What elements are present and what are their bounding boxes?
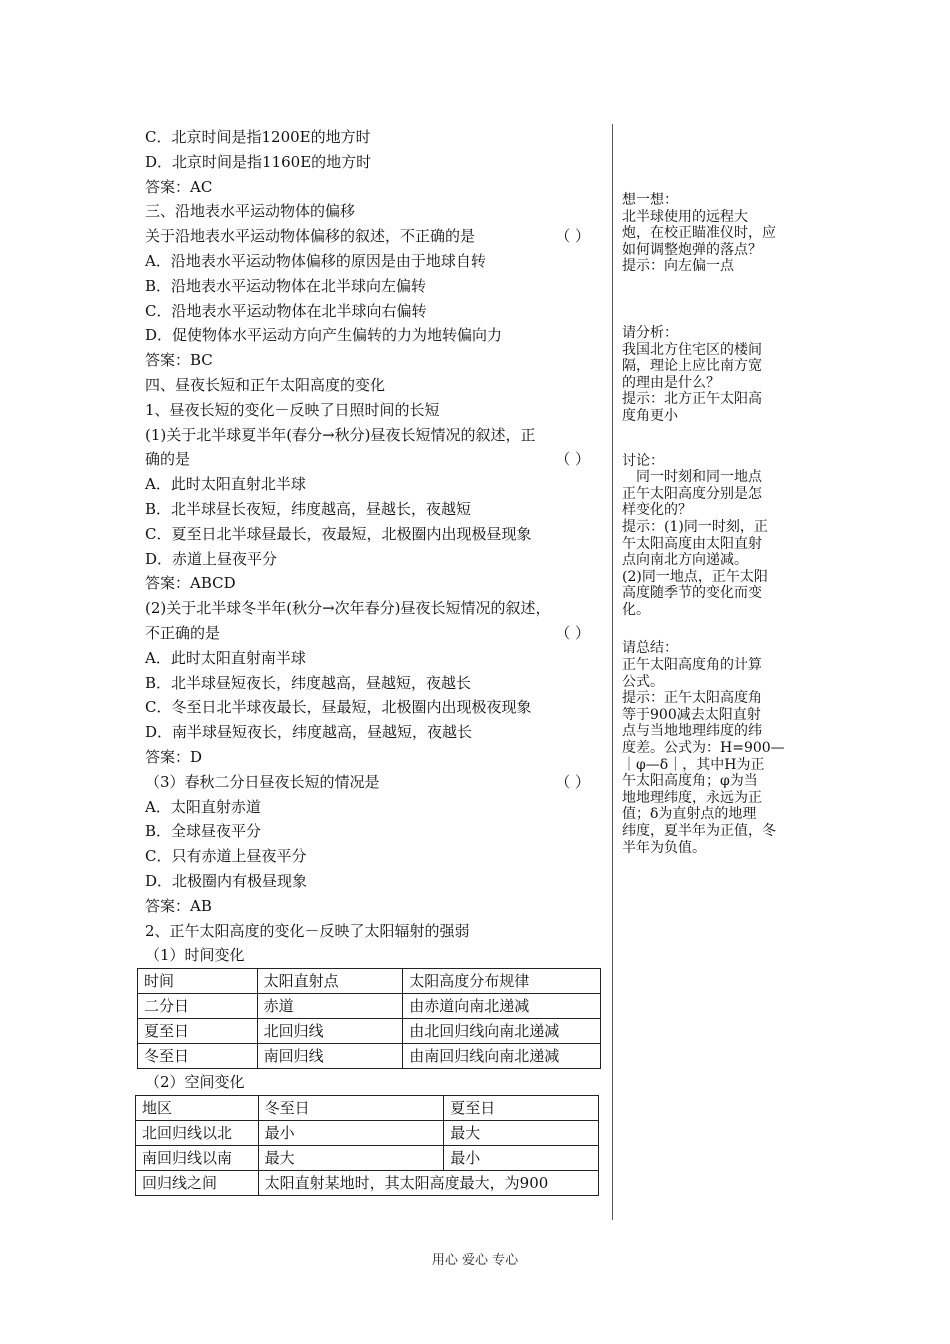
line-text: C．北京时间是指1200E的地方时 bbox=[145, 128, 371, 146]
time-change-table bbox=[137, 968, 601, 1069]
line-text: B．北半球昼长夜短，纬度越高，昼越长，夜越短 bbox=[145, 499, 472, 518]
table-cell: 最小 bbox=[258, 1120, 444, 1145]
text-line bbox=[145, 274, 600, 299]
note-line: (2)同一地点，正午太阳 bbox=[622, 568, 768, 585]
line-text: 确的是 bbox=[145, 450, 191, 469]
table-cell: 夏至日 bbox=[138, 1019, 258, 1044]
note-line: 点向南北方向递减。 bbox=[622, 552, 748, 569]
note-line: 高度随季节的变化而变 bbox=[622, 585, 762, 602]
text-line bbox=[145, 224, 600, 249]
note-line: 纬度，夏半年为正值，冬 bbox=[622, 823, 776, 839]
line-text: D．南半球昼短夜长，纬度越高，昼越短，夜越长 bbox=[145, 723, 473, 742]
margin-note bbox=[622, 192, 802, 275]
table-cell: 北回归线 bbox=[257, 1019, 403, 1044]
table-cell: 南回归线以南 bbox=[136, 1145, 259, 1170]
line-text: 答案：ABCD bbox=[145, 574, 236, 593]
note-line: 隔，理论上应比南方宽 bbox=[622, 358, 762, 375]
table-cell: 最大 bbox=[258, 1145, 444, 1170]
line-text: 三、沿地表水平运动物体的偏移 bbox=[145, 202, 356, 221]
space-change-table bbox=[135, 1095, 599, 1196]
line-text: A．沿地表水平运动物体偏移的原因是由于地球自转 bbox=[145, 251, 486, 270]
note-line: 正午太阳高度分别是怎 bbox=[622, 485, 762, 502]
table-cell: 由赤道向南北递减 bbox=[403, 994, 601, 1019]
table-cell: 太阳直射点 bbox=[257, 969, 403, 994]
main-column bbox=[142, 125, 600, 1196]
line-text: B．北半球昼短夜长，纬度越高，昼越短，夜越长 bbox=[145, 673, 472, 692]
text-line bbox=[145, 249, 600, 274]
text-line bbox=[145, 348, 600, 373]
text-line bbox=[145, 770, 600, 795]
note-line: 提示：向左偏一点 bbox=[622, 258, 734, 275]
text-line bbox=[145, 398, 600, 423]
line-text: 答案：BC bbox=[145, 351, 213, 370]
note-line: 正午太阳高度角的计算 bbox=[622, 657, 762, 674]
line-text: D．北极圈内有极昼现象 bbox=[145, 871, 308, 890]
table-row bbox=[138, 1044, 601, 1069]
note-line: 炮，在校正瞄准仪时，应 bbox=[622, 225, 776, 242]
text-line bbox=[145, 571, 600, 596]
text-line bbox=[145, 522, 600, 547]
note-line: 提示：北方正午太阳高 bbox=[622, 391, 762, 408]
note-line: 提示：正午太阳高度角 bbox=[622, 690, 762, 707]
text-line bbox=[145, 299, 600, 324]
text-line bbox=[145, 150, 600, 175]
text-line bbox=[145, 423, 600, 448]
note-line: 等于900减去太阳直射 bbox=[622, 706, 761, 723]
table-cell: 地区 bbox=[136, 1095, 259, 1120]
text-line bbox=[145, 621, 600, 646]
table-row bbox=[136, 1145, 599, 1170]
note-line: 提示：(1)同一时刻，正 bbox=[622, 518, 768, 535]
question-text bbox=[145, 125, 600, 943]
text-line bbox=[145, 323, 600, 348]
line-text: (2)关于北半球冬半年(秋分→次年春分)昼夜长短情况的叙述， bbox=[145, 599, 551, 618]
line-text: 关于沿地表水平运动物体偏移的叙述，不正确的是 bbox=[145, 227, 476, 246]
text-line bbox=[145, 869, 600, 894]
table2-caption: （2）空间变化 bbox=[145, 1073, 245, 1092]
note-line: 地地理纬度，永远为正 bbox=[622, 789, 762, 806]
table-cell: 由南回归线向南北递减 bbox=[403, 1044, 601, 1069]
text-line bbox=[145, 199, 600, 224]
table-cell: 冬至日 bbox=[258, 1095, 444, 1120]
text-line bbox=[145, 695, 600, 720]
column-divider bbox=[612, 124, 613, 1220]
table-cell: 时间 bbox=[138, 969, 258, 994]
text-line bbox=[145, 373, 600, 398]
text-line bbox=[145, 844, 600, 869]
answer-bracket: （ ） bbox=[555, 623, 590, 642]
text-line bbox=[145, 919, 600, 944]
note-line: 请总结： bbox=[622, 640, 678, 657]
note-line: 度角更小 bbox=[622, 407, 678, 424]
table-cell: 夏至日 bbox=[444, 1095, 599, 1120]
table-row bbox=[136, 1095, 599, 1120]
note-line: 点与当地地理纬度的纬 bbox=[622, 723, 762, 740]
note-line: 同一时刻和同一地点 bbox=[622, 469, 762, 486]
line-text: 四、昼夜长短和正午太阳高度的变化 bbox=[145, 375, 386, 394]
note-line: 度差。公式为：H=900— bbox=[622, 740, 785, 757]
line-text: D．北京时间是指1160E的地方时 bbox=[145, 152, 372, 171]
text-line bbox=[145, 720, 600, 745]
text-line bbox=[145, 596, 600, 621]
answer-bracket: （ ） bbox=[555, 227, 590, 246]
note-line: 的理由是什么？ bbox=[622, 374, 720, 391]
text-line bbox=[145, 175, 600, 200]
note-line: 化。 bbox=[622, 601, 650, 618]
text-line bbox=[145, 447, 600, 472]
margin-note bbox=[622, 640, 802, 856]
note-line: 想一想： bbox=[622, 192, 678, 208]
table-cell: 太阳高度分布规律 bbox=[403, 969, 601, 994]
table-cell: 最大 bbox=[444, 1120, 599, 1145]
text-line bbox=[145, 125, 600, 150]
line-text: 2、正午太阳高度的变化－反映了太阳辐射的强弱 bbox=[145, 921, 470, 940]
text-line bbox=[145, 745, 600, 770]
note-line: 如何调整炮弹的落点？ bbox=[622, 241, 762, 258]
line-text: C．只有赤道上昼夜平分 bbox=[145, 847, 307, 866]
note-line: 公式。 bbox=[622, 673, 664, 690]
text-line bbox=[145, 646, 600, 671]
table-row bbox=[138, 994, 601, 1019]
line-text: （3）春秋二分日昼夜长短的情况是 bbox=[145, 772, 380, 791]
line-text: A．太阳直射赤道 bbox=[145, 797, 261, 816]
text-line bbox=[145, 819, 600, 844]
note-line: 值；δ为直射点的地理 bbox=[622, 806, 757, 823]
table-cell: 最小 bbox=[444, 1145, 599, 1170]
line-text: 答案：D bbox=[145, 747, 203, 766]
note-line: ｜φ—δ｜，其中H为正 bbox=[622, 756, 765, 773]
table-row bbox=[136, 1170, 599, 1195]
line-text: (1)关于北半球夏半年(春分→秋分)昼夜长短情况的叙述，正 bbox=[145, 425, 536, 444]
line-text: 不正确的是 bbox=[145, 623, 221, 642]
note-line: 午太阳高度角；φ为当 bbox=[622, 773, 758, 790]
table-cell: 赤道 bbox=[257, 994, 403, 1019]
answer-bracket: （ ） bbox=[555, 450, 590, 469]
table-cell: 太阳直射某地时，其太阳高度最大，为900 bbox=[258, 1170, 598, 1195]
note-line: 讨论： bbox=[622, 452, 664, 469]
table-row bbox=[136, 1120, 599, 1145]
answer-bracket: （ ） bbox=[555, 772, 590, 791]
text-line bbox=[145, 671, 600, 696]
table-cell: 由北回归线向南北递减 bbox=[403, 1019, 601, 1044]
table-cell: 冬至日 bbox=[138, 1044, 258, 1069]
line-text: C．冬至日北半球夜最长，昼最短，北极圈内出现极夜现象 bbox=[145, 698, 532, 717]
line-text: 答案：AC bbox=[145, 177, 213, 196]
margin-note bbox=[622, 453, 802, 619]
table-cell: 北回归线以北 bbox=[136, 1120, 259, 1145]
line-text: 1、昼夜长短的变化－反映了日照时间的长短 bbox=[145, 400, 440, 419]
note-line: 请分析： bbox=[622, 324, 678, 341]
line-text: A．此时太阳直射南半球 bbox=[145, 648, 306, 667]
table1-caption: （1）时间变化 bbox=[145, 946, 245, 965]
line-text: A．此时太阳直射北半球 bbox=[145, 475, 306, 494]
note-line: 半年为负值。 bbox=[622, 839, 706, 856]
text-line bbox=[145, 795, 600, 820]
line-text: D．赤道上昼夜平分 bbox=[145, 549, 278, 568]
line-text: B．全球昼夜平分 bbox=[145, 822, 262, 841]
note-line: 样变化的？ bbox=[622, 502, 692, 519]
line-text: C．夏至日北半球昼最长，夜最短，北极圈内出现极昼现象 bbox=[145, 524, 532, 543]
table-row bbox=[138, 969, 601, 994]
note-line: 午太阳高度由太阳直射 bbox=[622, 535, 762, 552]
table-cell: 南回归线 bbox=[257, 1044, 403, 1069]
text-line bbox=[145, 497, 600, 522]
table-row bbox=[138, 1019, 601, 1044]
line-text: C．沿地表水平运动物体在北半球向右偏转 bbox=[145, 301, 427, 320]
line-text: 答案：AB bbox=[145, 896, 212, 915]
table-cell: 回归线之间 bbox=[136, 1170, 259, 1195]
page-footer: 用心 爱心 专心 bbox=[431, 1253, 519, 1268]
note-line: 北半球使用的远程大 bbox=[622, 208, 748, 225]
margin-notes bbox=[622, 192, 802, 856]
note-line: 我国北方住宅区的楼间 bbox=[622, 341, 762, 358]
text-line bbox=[145, 894, 600, 919]
margin-note bbox=[622, 325, 802, 425]
line-text: B．沿地表水平运动物体在北半球向左偏转 bbox=[145, 276, 427, 295]
table-cell: 二分日 bbox=[138, 994, 258, 1019]
text-line bbox=[145, 472, 600, 497]
line-text: D．促使物体水平运动方向产生偏转的力为地转偏向力 bbox=[145, 326, 503, 345]
text-line bbox=[145, 547, 600, 572]
